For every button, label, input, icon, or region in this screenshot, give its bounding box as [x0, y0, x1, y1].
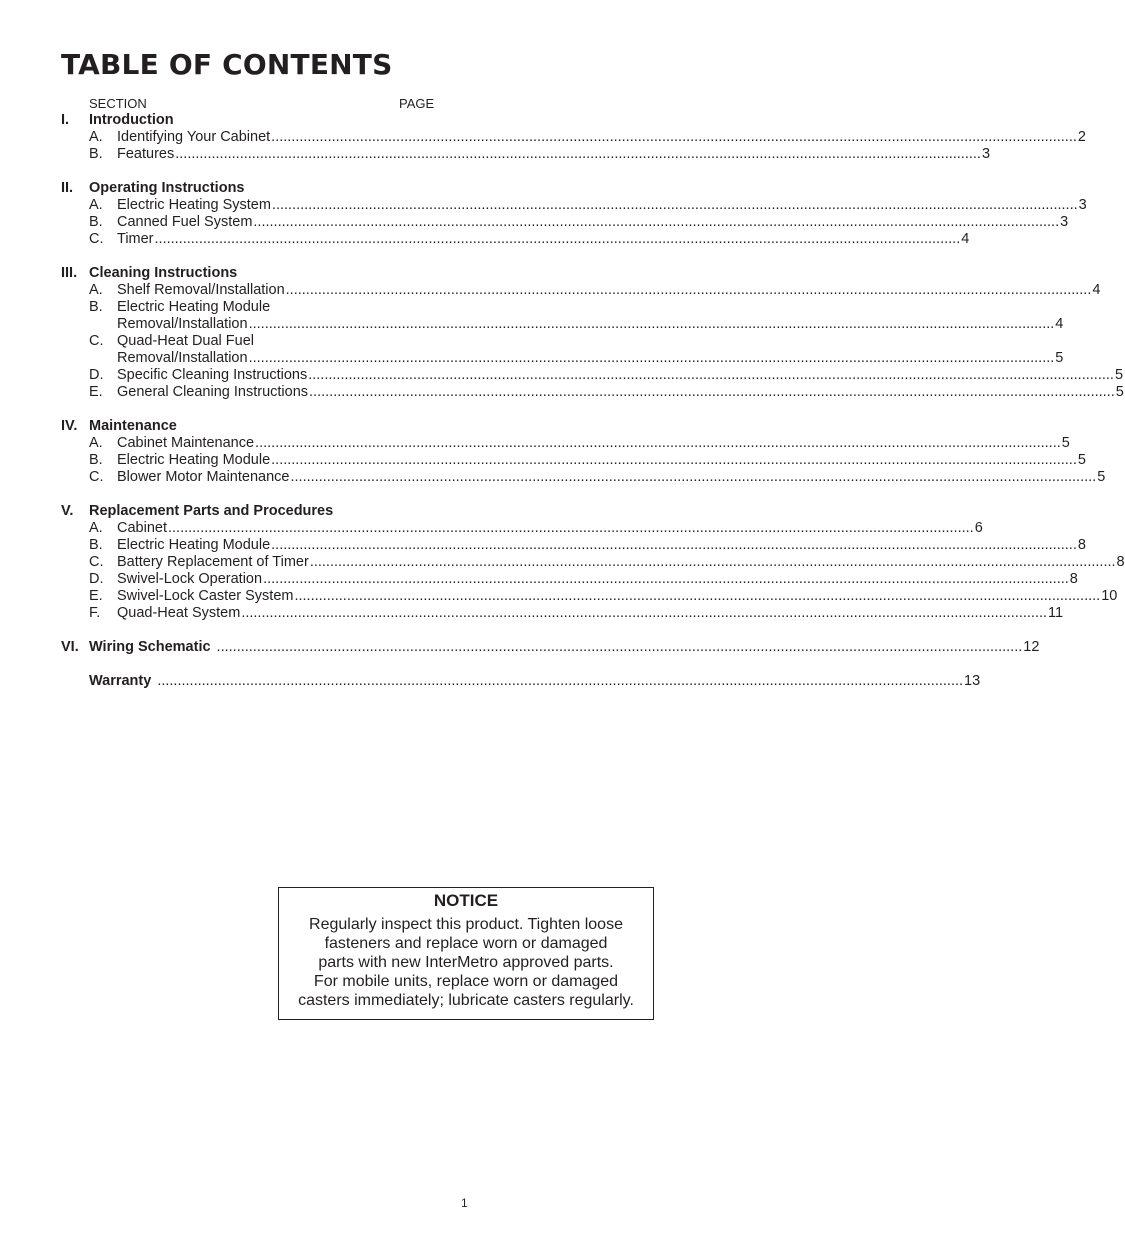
toc-entry[interactable] — [61, 588, 1118, 605]
toc-section — [61, 418, 1106, 486]
dot-leader: ........................................................................................................................................................................................................ — [216, 639, 1023, 655]
section-title: Operating Instructions — [89, 180, 245, 196]
entry-title: Cabinet Maintenance — [117, 435, 255, 451]
dot-leader: ........................................................................................................................................................................................................ — [175, 146, 981, 162]
page-ref: 8 — [1116, 554, 1125, 570]
table-of-contents — [61, 95, 1125, 690]
dot-leader: ........................................................................................................................................................................................................ — [309, 554, 1116, 570]
toc-entry-warranty[interactable] — [61, 673, 981, 690]
page-ref: 13 — [964, 673, 981, 689]
page-ref: 8 — [1069, 571, 1078, 587]
entry-title: Electric Heating System — [117, 197, 271, 213]
dot-leader: ........................................................................................................................................................................................................ — [271, 452, 1077, 468]
page-ref: 6 — [974, 520, 983, 536]
toc-entry[interactable] — [61, 146, 991, 163]
dot-leader: ........................................................................................................................................................................................................ — [309, 384, 1115, 400]
toc-entry[interactable] — [61, 537, 1086, 554]
dot-leader: ........................................................................................................................................................................................................ — [290, 469, 1097, 485]
toc-entry[interactable] — [61, 469, 1106, 486]
page-ref: 5 — [1097, 469, 1106, 485]
entry-title: Timer — [117, 231, 154, 247]
dot-leader: ........................................................................................................................................................................................................ — [263, 571, 1069, 587]
entry-title: Quad-Heat System — [117, 605, 241, 621]
section-numeral: IV. — [61, 418, 78, 434]
entry-title: Features — [117, 146, 175, 162]
entry-title: Canned Fuel System — [117, 214, 253, 230]
page-ref: 5 — [1115, 384, 1124, 400]
entry-title: Swivel-Lock Operation — [117, 571, 263, 587]
entry-letter: C. — [89, 231, 104, 247]
toc-entry[interactable] — [61, 571, 1078, 588]
page-ref: 4 — [1092, 282, 1101, 298]
section-heading[interactable] — [61, 180, 441, 197]
entry-letter: B. — [89, 146, 103, 162]
toc-entry[interactable] — [61, 367, 1124, 384]
toc-entry[interactable] — [61, 384, 1124, 401]
entry-letter: A. — [89, 520, 103, 536]
toc-section — [61, 180, 1087, 248]
entry-letter: D. — [89, 571, 104, 587]
section-numeral: II. — [61, 180, 74, 196]
entry-title: Quad-Heat Dual Fuel — [117, 333, 255, 349]
entry-title: Specific Cleaning Instructions — [117, 367, 308, 383]
entry-letter: E. — [89, 384, 103, 400]
toc-entry[interactable] — [61, 520, 983, 537]
toc-entry[interactable] — [61, 197, 1087, 214]
notice-line: casters immediately; lubricate casters regularly. — [298, 992, 634, 1009]
entry-letter: D. — [89, 367, 104, 383]
entry-title: Shelf Removal/Installation — [117, 282, 285, 298]
page-ref: 3 — [1060, 214, 1069, 230]
entry-letter: B. — [89, 214, 103, 230]
toc-entry[interactable] — [61, 129, 1086, 146]
dot-leader: ........................................................................................................................................................................................................ — [294, 588, 1101, 604]
notice-line: fasteners and replace worn or damaged — [324, 935, 608, 952]
dot-leader: ........................................................................................................................................................................................................ — [271, 129, 1077, 145]
section-title: Cleaning Instructions — [89, 265, 238, 281]
entry-letter: B. — [89, 452, 103, 468]
page-ref: 2 — [1077, 129, 1086, 145]
entry-title: Battery Replacement of Timer — [117, 554, 309, 570]
dot-leader: ........................................................................................................................................................................................................ — [253, 214, 1060, 230]
section-column-header: SECTION — [89, 96, 147, 111]
section-numeral: VI. — [61, 639, 79, 655]
dot-leader: ........................................................................................................................................................................................................ — [241, 605, 1048, 621]
entry-title: Removal/Installation — [117, 316, 248, 332]
entry-letter: F. — [89, 605, 101, 621]
entry-title: Electric Heating Module — [117, 452, 271, 468]
entry-title: Identifying Your Cabinet — [117, 129, 271, 145]
entry-letter: C. — [89, 469, 104, 485]
section-heading[interactable] — [61, 503, 441, 520]
entry-letter: C. — [89, 554, 104, 570]
notice-line: Regularly inspect this product. Tighten loose — [309, 916, 623, 933]
entry-letter: B. — [89, 299, 103, 315]
toc-entry[interactable] — [61, 282, 1101, 299]
toc-section — [61, 112, 1086, 163]
entry-letter: A. — [89, 129, 103, 145]
entry-title: Blower Motor Maintenance — [117, 469, 290, 485]
entry-letter: B. — [89, 537, 103, 553]
toc-entry[interactable] — [61, 554, 1125, 571]
notice-body — [279, 915, 653, 1010]
dot-leader: ........................................................................................................................................................................................................ — [248, 316, 1055, 332]
page-ref: 10 — [1101, 588, 1118, 604]
entry-letter: A. — [89, 282, 103, 298]
dot-leader: ........................................................................................................................................................................................................ — [308, 367, 1114, 383]
page-ref: 5 — [1055, 350, 1064, 366]
page-ref: 4 — [961, 231, 970, 247]
entry-letter: C. — [89, 333, 104, 349]
section-heading[interactable] — [61, 265, 441, 282]
section-title: Wiring Schematic — [89, 639, 211, 655]
dot-leader: ........................................................................................................................................................................................................ — [157, 673, 964, 689]
dot-leader: ........................................................................................................................................................................................................ — [154, 231, 961, 247]
section-title: Maintenance — [89, 418, 177, 434]
entry-title: Electric Heating Module — [117, 537, 271, 553]
notice-line: For mobile units, replace worn or damaged — [313, 973, 619, 990]
entry-title: Electric Heating Module — [117, 299, 271, 315]
page-title: TABLE OF CONTENTS — [61, 48, 393, 81]
dot-leader: ........................................................................................................................................................................................................ — [167, 520, 974, 536]
entry-letter: A. — [89, 435, 103, 451]
toc-sections — [61, 112, 1125, 622]
entry-title: Removal/Installation — [117, 350, 248, 366]
dot-leader: ........................................................................................................................................................................................................ — [255, 435, 1061, 451]
section-title: Replacement Parts and Procedures — [89, 503, 334, 519]
dot-leader: ........................................................................................................................................................................................................ — [285, 282, 1092, 298]
section-numeral: III. — [61, 265, 78, 281]
toc-entry[interactable] — [61, 452, 1086, 469]
section-heading[interactable] — [61, 112, 441, 129]
toc-entry[interactable] — [61, 605, 1064, 622]
dot-leader: ........................................................................................................................................................................................................ — [248, 350, 1055, 366]
entry-title: General Cleaning Instructions — [117, 384, 309, 400]
entry-title: Cabinet — [117, 520, 167, 536]
section-numeral: I. — [61, 112, 70, 128]
toc-header — [61, 95, 441, 112]
page-ref: 11 — [1048, 605, 1064, 621]
dot-leader: ........................................................................................................................................................................................................ — [271, 537, 1077, 553]
toc-entry[interactable] — [61, 333, 1064, 367]
page-ref: 3 — [1078, 197, 1087, 213]
page-column-header: PAGE — [399, 96, 435, 111]
section-title: Warranty — [89, 673, 152, 689]
toc-entry[interactable] — [61, 299, 1064, 333]
entry-letter: E. — [89, 588, 103, 604]
toc-entry[interactable] — [61, 231, 970, 248]
toc-section — [61, 503, 1125, 622]
page-ref: 12 — [1023, 639, 1040, 655]
notice-title: NOTICE — [433, 891, 499, 910]
entry-letter: A. — [89, 197, 103, 213]
toc-entry[interactable] — [61, 435, 1070, 452]
entry-title: Swivel-Lock Caster System — [117, 588, 294, 604]
dot-leader: ........................................................................................................................................................................................................ — [271, 197, 1078, 213]
toc-entry-wiring-schematic[interactable] — [61, 639, 1040, 656]
section-heading[interactable] — [61, 418, 441, 435]
toc-section — [61, 265, 1124, 401]
page-ref: 5 — [1077, 452, 1086, 468]
page-ref: 5 — [1061, 435, 1070, 451]
page-ref: 5 — [1114, 367, 1124, 383]
section-title: Introduction — [89, 112, 174, 128]
page-ref: 8 — [1077, 537, 1086, 553]
page-ref: 4 — [1055, 316, 1064, 332]
toc-entry[interactable] — [61, 214, 1069, 231]
notice-line: parts with new InterMetro approved parts. — [318, 954, 614, 971]
notice-box — [278, 887, 654, 1020]
section-numeral: V. — [61, 503, 74, 519]
page-number: 1 — [461, 1196, 468, 1210]
page-ref: 3 — [981, 146, 991, 162]
